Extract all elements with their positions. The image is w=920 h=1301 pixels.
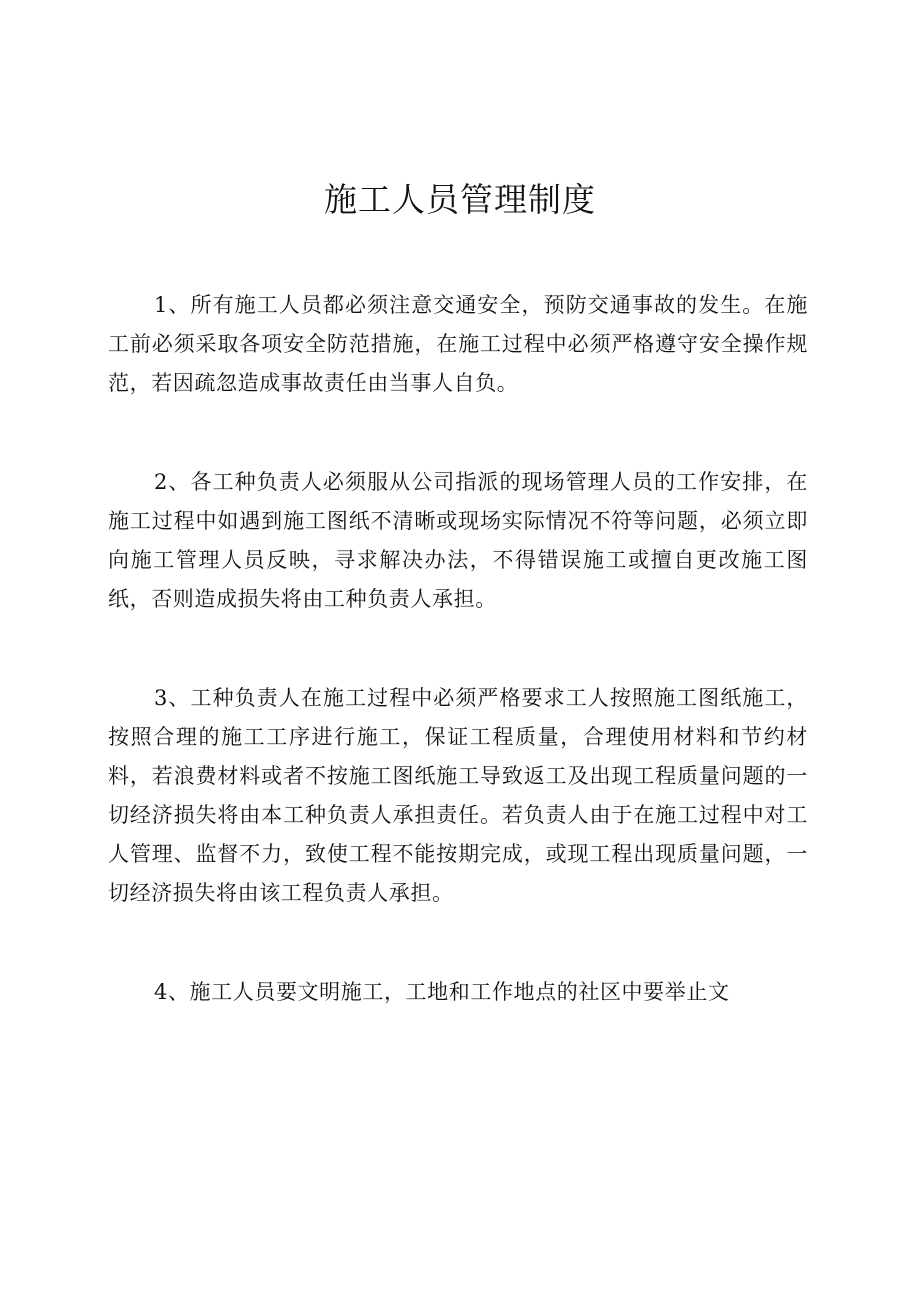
paragraph-4: 4、施工人员要文明施工，工地和工作地点的社区中要举止文 [154,980,730,1004]
document-title: 施工人员管理制度 [324,180,596,219]
paragraph-1: 1、所有施工人员都必须注意交通安全，预防交通事故的发生。在施工前必须采取各项安全防范措施，在施工过程中必须严格遵守安全操作规范，若因疏忽造成事故责任由当事人自负。 [108,293,808,395]
document-body [108,286,808,1072]
paragraph-3: 3、工种负责人在施工过程中必须严格要求工人按照施工图纸施工，按照合理的施工工序进行施工，保证工程质量，合理使用材料和节约材料，若浪费材料或者不按施工图纸施工导致返工及出现工程质量问题的一切经济损失将由本工种负责人承担责任。若负责人由于在施工过程中对工人管理、监督不力，致使工程不能按期完成，或现工程出现质量问题，一切经济损失将由该工程负责人承担。 [108,686,808,905]
paragraph-2: 2、各工种负责人必须服从公司指派的现场管理人员的工作安排，在施工过程中如遇到施工图纸不清晰或现场实际情况不符等问题，必须立即向施工管理人员反映，寻求解决办法，不得错误施工或擅自更改施工图纸，否则造成损失将由工种负责人承担。 [108,470,808,611]
